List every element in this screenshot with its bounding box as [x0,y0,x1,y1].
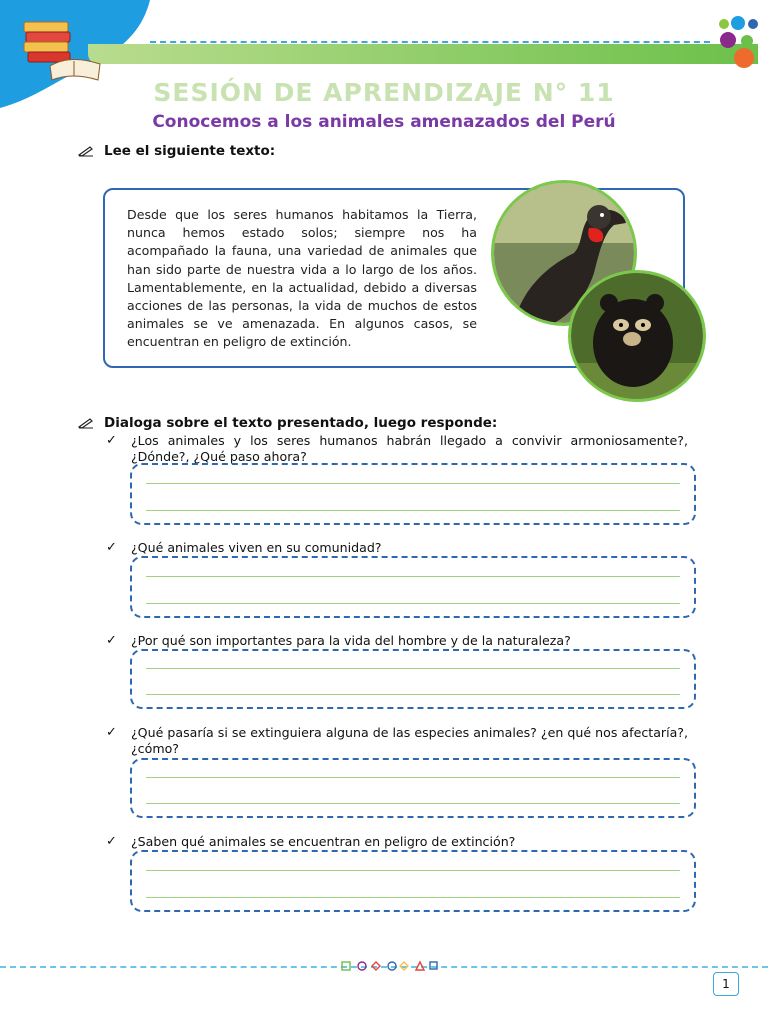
checkmark-icon: ✓ [106,725,117,740]
checkmark-icon: ✓ [106,433,117,448]
bear-photo [568,270,706,402]
instruction-read-text: Lee el siguiente texto: [104,143,276,159]
page-number: 1 [713,972,739,996]
pencil-hand-icon [78,145,94,157]
answer-line [146,870,680,871]
instruction-read [78,143,275,159]
question-item [106,834,688,850]
page-title: SESIÓN DE APRENDIZAJE N° 11 [153,78,615,107]
answer-line [146,694,680,695]
question-text: ¿Saben qué animales se encuentran en peligro de extinción? [131,834,516,849]
answer-line [146,668,680,669]
answer-box[interactable] [130,649,696,709]
checkmark-icon: ✓ [106,834,117,849]
question-text: ¿Por qué son importantes para la vida del hombre y de la naturaleza? [131,633,571,648]
checkmark-icon: ✓ [106,633,117,648]
colored-dots-decoration [716,14,764,70]
header-green-bar [88,44,758,64]
question-item [106,725,688,756]
pencil-hand-icon [78,417,94,429]
question-text: ¿Qué pasaría si se extinguiera alguna de las especies animales? ¿en qué nos afectaría?, ¿cómo? [131,725,688,756]
answer-box[interactable] [130,850,696,912]
question-item [106,433,688,464]
question-text: ¿Qué animales viven en su comunidad? [131,540,382,555]
books-icon [22,14,104,84]
question-item [106,633,688,649]
question-text: ¿Los animales y los seres humanos habrán llegado a convivir armoniosamente?, ¿Dónde?, ¿Qué paso ahora? [131,433,688,464]
header-dashed-line [150,41,710,43]
answer-box[interactable] [130,463,696,525]
page-subtitle: Conocemos a los animales amenazados del Perú [152,112,616,132]
instruction-dialog-text: Dialoga sobre el texto presentado, luego responde: [104,415,498,431]
answer-box[interactable] [130,556,696,618]
answer-line [146,510,680,511]
answer-line [146,603,680,604]
answer-line [146,483,680,484]
instruction-dialog [78,415,497,431]
shapes-decoration [334,959,444,977]
answer-line [146,803,680,804]
question-item [106,540,688,556]
answer-box[interactable] [130,758,696,818]
answer-line [146,897,680,898]
answer-line [146,777,680,778]
answer-line [146,576,680,577]
reading-text: Desde que los seres humanos habitamos la Tierra, nunca hemos estado solos; siempre nos ha acompañado la fauna, una variedad de animales que han sido parte de nuestra vida a lo largo de los años. Lamentablemente, en la actualidad, debido a diversas acciones de las personas, la vida de muchos de estos animales se ve amenazada. En algunos casos, se encuentran en peligro de extinción. [127,207,477,350]
checkmark-icon: ✓ [106,540,117,555]
